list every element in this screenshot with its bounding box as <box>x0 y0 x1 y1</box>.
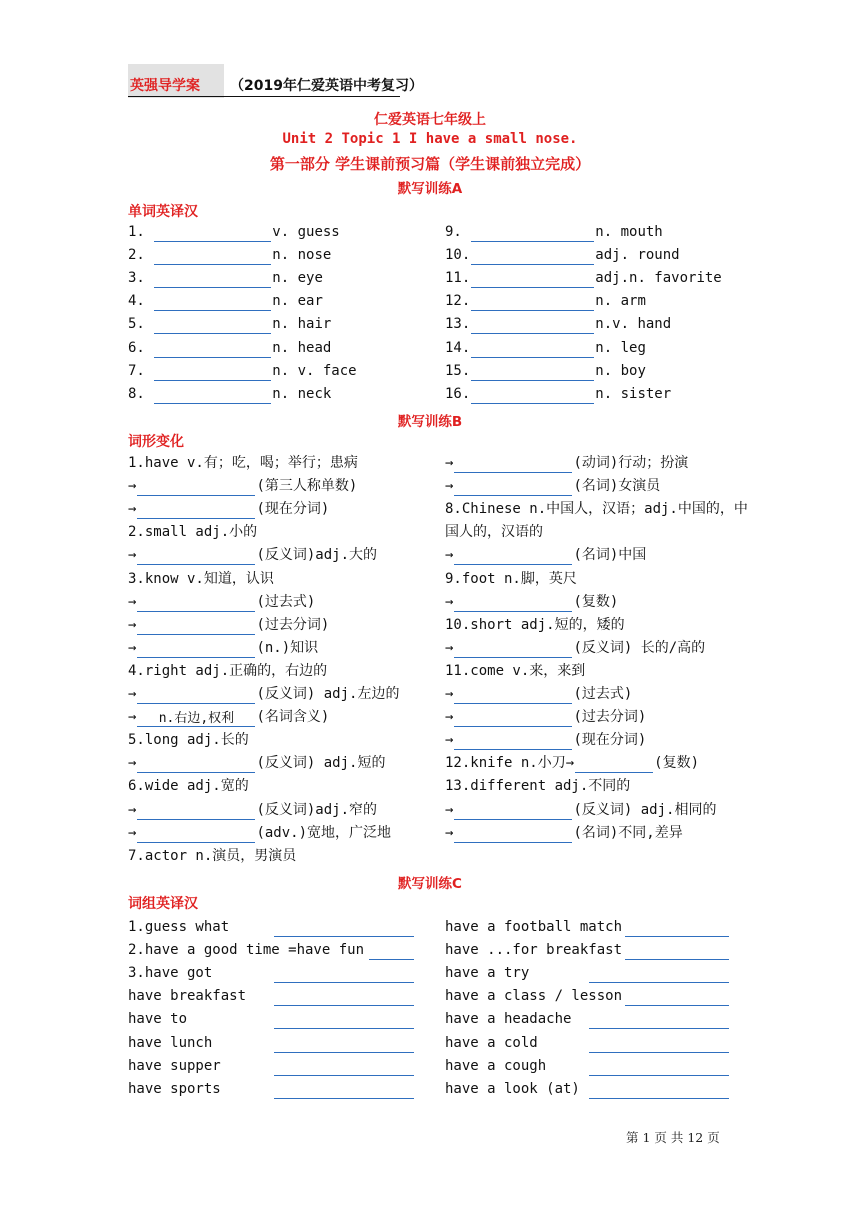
vocab-row <box>128 245 331 265</box>
answer-blank[interactable] <box>454 480 572 496</box>
row-text: → <box>445 455 454 471</box>
answer-blank[interactable] <box>589 967 729 983</box>
row-text: → <box>445 593 454 610</box>
row-text: 5.long adj.长的 <box>128 732 249 749</box>
answer-blank[interactable] <box>274 921 414 937</box>
answer-blank[interactable] <box>471 295 594 311</box>
answer-blank[interactable] <box>274 990 414 1006</box>
answer-blank[interactable] <box>589 1060 729 1076</box>
answer-blank[interactable] <box>137 804 255 820</box>
phrase-row <box>128 940 415 960</box>
item-number: 7. <box>128 362 154 379</box>
row-hint: (反义词) adj.相同的 <box>573 801 717 818</box>
answer-blank[interactable] <box>575 757 653 773</box>
item-number: 14. <box>445 339 471 356</box>
row-hint: (名词含义) <box>256 709 330 726</box>
row-text: → <box>445 801 454 818</box>
item-number: 6. <box>128 339 154 356</box>
row-text: → <box>128 639 137 656</box>
word-form-row <box>445 615 625 635</box>
word-form-row <box>445 776 630 796</box>
item-number: 11. <box>445 270 471 287</box>
phrase-text: have breakfast <box>128 988 247 1005</box>
row-text: → <box>128 593 137 610</box>
item-meaning: n. v. face <box>272 362 357 379</box>
vocab-row <box>445 245 680 265</box>
answer-blank[interactable] <box>154 388 271 404</box>
word-form-row <box>128 800 377 820</box>
phrase-text: have a try <box>445 965 530 982</box>
phrase-text: have a look (at) <box>445 1080 580 1097</box>
phrase-row <box>445 1056 730 1076</box>
word-form-row <box>445 499 748 519</box>
word-form-row <box>445 800 716 820</box>
row-text: 13.different adj.不同的 <box>445 778 631 795</box>
phrase-text: have sports <box>128 1080 221 1097</box>
answer-blank[interactable] <box>454 642 572 658</box>
item-number: 15. <box>445 362 471 379</box>
word-form-row <box>128 730 249 750</box>
row-hint: (n.)知识 <box>256 639 319 656</box>
answer-blank[interactable] <box>274 1013 414 1029</box>
vocab-row <box>445 314 671 334</box>
word-form-row <box>128 615 329 635</box>
answer-blank[interactable] <box>137 596 255 612</box>
row-text: → <box>128 478 137 495</box>
section-c-subtitle: 词组英译汉 <box>128 896 198 912</box>
answer-blank[interactable] <box>154 249 271 265</box>
phrase-row <box>128 1056 415 1076</box>
phrase-row <box>445 963 730 983</box>
row-hint: (现在分词) <box>256 501 330 518</box>
item-meaning: n. hair <box>272 316 332 333</box>
row-text: 8.Chinese n.中国人，汉语；adj.中国的，中 <box>445 501 748 518</box>
answer-blank[interactable] <box>625 944 729 960</box>
answer-blank[interactable] <box>137 503 255 519</box>
item-number: 16. <box>445 385 471 402</box>
row-hint: (复数) <box>573 593 619 610</box>
phrase-row <box>445 1033 730 1053</box>
vocab-row <box>445 361 646 381</box>
row-text: → <box>445 686 454 702</box>
answer-blank[interactable] <box>589 1013 729 1029</box>
row-text: → <box>128 501 137 518</box>
answer-blank[interactable] <box>454 804 572 820</box>
word-form-row <box>128 499 329 519</box>
header-title: （2019年仁爱英语中考复习） <box>230 78 423 94</box>
word-form-row <box>128 638 318 658</box>
unit-title: Unit 2 Topic 1 I have a small nose. <box>282 131 578 147</box>
phrase-text: have lunch <box>128 1034 213 1051</box>
header-underline <box>128 96 400 97</box>
item-number: 3. <box>128 270 154 287</box>
answer-blank[interactable] <box>137 549 255 565</box>
word-form-row <box>128 661 327 681</box>
answer-blank[interactable] <box>154 272 271 288</box>
word-form-row <box>445 730 646 750</box>
row-hint: (名词)中国 <box>573 547 647 564</box>
vocab-row <box>445 222 663 242</box>
phrase-text: have a headache <box>445 1011 572 1028</box>
row-hint: (反义词)adj.大的 <box>256 547 378 564</box>
answer-blank[interactable] <box>454 827 572 843</box>
word-form-row <box>128 569 274 589</box>
item-number: 10. <box>445 247 471 264</box>
phrase-row <box>445 917 730 937</box>
row-hint: (过去分词) <box>256 616 330 633</box>
row-text: 3.know v.知道，认识 <box>128 570 274 587</box>
answer-blank[interactable] <box>471 342 594 358</box>
item-number: 1. <box>128 224 154 240</box>
phrase-text: have a class / lesson <box>445 988 623 1005</box>
row-hint: (复数) <box>654 755 700 772</box>
answer-blank[interactable] <box>137 688 255 704</box>
word-form-row <box>445 707 646 727</box>
answer-blank[interactable] <box>454 688 572 704</box>
answer-blank[interactable] <box>454 711 572 727</box>
row-hint: (反义词) adj.左边的 <box>256 686 400 702</box>
item-number: 8. <box>128 385 154 402</box>
answer-blank[interactable] <box>589 1037 729 1053</box>
answer-blank[interactable] <box>274 1060 414 1076</box>
row-hint: (adv.)宽地，广泛地 <box>256 824 392 841</box>
row-text: 9.foot n.脚，英尺 <box>445 570 577 587</box>
answer-blank[interactable] <box>454 596 572 612</box>
answer-blank[interactable] <box>471 318 594 334</box>
row-text: 2.small adj.小的 <box>128 524 258 541</box>
section-a-subtitle: 单词英译汉 <box>128 204 198 220</box>
item-meaning: adj.n. favorite <box>595 270 722 287</box>
phrase-row <box>128 1033 415 1053</box>
word-form-row <box>128 776 249 796</box>
word-form-row <box>128 846 296 866</box>
phrase-text: 3.have got <box>128 965 213 982</box>
word-form-row <box>445 638 705 658</box>
answer-blank[interactable] <box>137 619 255 635</box>
row-text: → <box>128 755 137 772</box>
answer-blank[interactable] <box>137 757 255 773</box>
row-text: 12.knife n.小刀→ <box>445 755 575 772</box>
answer-blank[interactable] <box>454 734 572 750</box>
row-text: 11.come v.来，来到 <box>445 662 586 679</box>
word-form-row <box>445 753 699 773</box>
row-hint: (动词)行动；扮演 <box>573 455 689 471</box>
row-text: → <box>445 478 454 495</box>
word-form-row <box>128 522 257 542</box>
part-title: 第一部分 学生课前预习篇（学生课前独立完成） <box>269 155 591 173</box>
section-a-title: 默写训练A <box>397 181 463 197</box>
vocab-row <box>128 314 331 334</box>
vocab-row <box>445 291 646 311</box>
section-c-title: 默写训练C <box>398 876 462 892</box>
vocab-row <box>445 384 671 404</box>
item-meaning: n. nose <box>272 247 332 264</box>
item-meaning: n. head <box>272 339 332 356</box>
item-meaning: n. boy <box>595 362 646 379</box>
vocab-row <box>128 222 340 242</box>
answer-blank[interactable] <box>154 365 271 381</box>
phrase-row <box>445 1079 730 1099</box>
answer-blank[interactable] <box>471 388 594 404</box>
phrase-row <box>445 940 730 960</box>
answer-blank[interactable] <box>137 480 255 496</box>
row-hint: (名词)不同,差异 <box>573 824 683 841</box>
row-hint: (反义词) adj.短的 <box>256 755 386 772</box>
answer-blank[interactable] <box>589 1083 729 1099</box>
word-form-row <box>445 592 618 612</box>
row-text: → <box>445 824 454 841</box>
section-b-title: 默写训练B <box>397 414 463 430</box>
row-text: 10.short adj.短的，矮的 <box>445 616 625 633</box>
phrase-text: have a cough <box>445 1057 547 1074</box>
word-form-row <box>445 476 660 496</box>
word-form-row <box>128 753 385 773</box>
answer-blank[interactable] <box>154 318 271 334</box>
word-form-row <box>445 661 585 681</box>
word-form-row <box>445 684 632 704</box>
row-text: → <box>445 639 454 656</box>
vocab-row <box>445 338 646 358</box>
phrase-row <box>128 1009 415 1029</box>
phrase-text: have a cold <box>445 1034 538 1051</box>
answer-blank[interactable] <box>274 1083 414 1099</box>
vocab-row <box>445 268 722 288</box>
row-text: → <box>445 547 454 564</box>
item-number: 13. <box>445 316 471 333</box>
row-text: 1.have v.有；吃，喝；举行；患病 <box>128 455 358 471</box>
word-form-row <box>128 707 329 727</box>
word-form-row <box>128 592 315 612</box>
word-form-row <box>445 545 646 565</box>
row-text: 4.right adj.正确的，右边的 <box>128 662 328 679</box>
section-b-subtitle: 词形变化 <box>128 434 184 450</box>
item-meaning: n. eye <box>272 270 323 287</box>
word-form-row <box>128 545 377 565</box>
phrase-row <box>128 986 415 1006</box>
item-meaning: n. sister <box>595 385 672 402</box>
vocab-row <box>128 384 331 404</box>
vocab-row <box>128 338 331 358</box>
answer-blank[interactable] <box>471 365 594 381</box>
row-text: → <box>128 709 137 726</box>
answer-blank[interactable] <box>274 1037 414 1053</box>
answer-blank[interactable] <box>137 827 255 843</box>
answer-blank[interactable] <box>154 295 271 311</box>
item-meaning: adj. round <box>595 247 680 264</box>
row-text: → <box>445 732 454 749</box>
word-form-row <box>128 823 391 843</box>
phrase-row <box>445 1009 730 1029</box>
row-text: 国人的，汉语的 <box>445 524 543 541</box>
row-text: → <box>128 547 137 564</box>
row-text: 6.wide adj.宽的 <box>128 778 249 795</box>
answer-blank[interactable] <box>274 967 414 983</box>
phrase-text: 2.have a good time =have fun <box>128 942 365 959</box>
row-hint: (第三人称单数) <box>256 478 358 495</box>
item-number: 12. <box>445 293 471 310</box>
row-hint: (过去式) <box>256 593 316 610</box>
answer-blank[interactable] <box>454 549 572 565</box>
brand-label: 英强导学案 <box>130 78 200 94</box>
answer-blank[interactable] <box>625 990 729 1006</box>
word-form-row <box>445 823 683 843</box>
item-meaning: n.v. hand <box>595 316 672 333</box>
answer-blank[interactable] <box>137 642 255 658</box>
row-text: → <box>445 709 454 726</box>
phrase-text: have ...for breakfast <box>445 942 623 959</box>
phrase-row <box>128 917 415 937</box>
answer-blank[interactable] <box>454 457 572 473</box>
answer-blank[interactable] <box>154 226 271 242</box>
item-meaning: n. arm <box>595 293 646 310</box>
answer-blank[interactable] <box>471 249 594 265</box>
item-meaning: n. ear <box>272 293 323 310</box>
row-hint: (现在分词) <box>573 732 647 749</box>
word-form-row <box>128 684 399 704</box>
item-number: 4. <box>128 293 154 310</box>
word-form-row <box>128 453 358 473</box>
vocab-row <box>128 268 323 288</box>
answer-blank[interactable] <box>471 226 594 242</box>
item-meaning: v. guess <box>272 224 340 240</box>
answer-blank-filled[interactable]: n.右边,权利 <box>137 711 255 727</box>
answer-blank[interactable] <box>154 342 271 358</box>
row-text: → <box>128 824 137 841</box>
word-form-row <box>128 476 357 496</box>
item-meaning: n. leg <box>595 339 646 356</box>
item-meaning: n. neck <box>272 385 332 402</box>
word-form-row <box>445 453 688 473</box>
vocab-row <box>128 361 357 381</box>
phrase-text: have supper <box>128 1057 221 1074</box>
item-meaning: n. mouth <box>595 224 663 240</box>
row-hint: (过去式) <box>573 686 633 702</box>
phrase-row <box>445 986 730 1006</box>
phrase-text: have to <box>128 1011 188 1028</box>
phrase-text: have a football match <box>445 919 623 935</box>
vocab-row <box>128 291 323 311</box>
item-number: 2. <box>128 247 154 264</box>
grade-title: 仁爱英语七年级上 <box>374 112 486 128</box>
item-number: 9. <box>445 224 471 240</box>
row-hint: (过去分词) <box>573 709 647 726</box>
word-form-row <box>445 569 577 589</box>
phrase-row <box>128 1079 415 1099</box>
item-number: 5. <box>128 316 154 333</box>
row-text: → <box>128 616 137 633</box>
row-text: → <box>128 686 137 702</box>
answer-blank[interactable] <box>471 272 594 288</box>
answer-blank[interactable] <box>369 944 414 960</box>
answer-blank[interactable] <box>625 921 729 937</box>
row-text: → <box>128 801 137 818</box>
page-footer: 第 1 页 共 12 页 <box>626 1130 720 1145</box>
phrase-row <box>128 963 415 983</box>
word-form-row <box>445 522 543 542</box>
row-hint: (名词)女演员 <box>573 478 661 495</box>
row-hint: (反义词) 长的/高的 <box>573 639 706 656</box>
row-hint: (反义词)adj.窄的 <box>256 801 378 818</box>
row-text: 7.actor n.演员，男演员 <box>128 847 297 864</box>
phrase-text: 1.guess what <box>128 919 230 935</box>
